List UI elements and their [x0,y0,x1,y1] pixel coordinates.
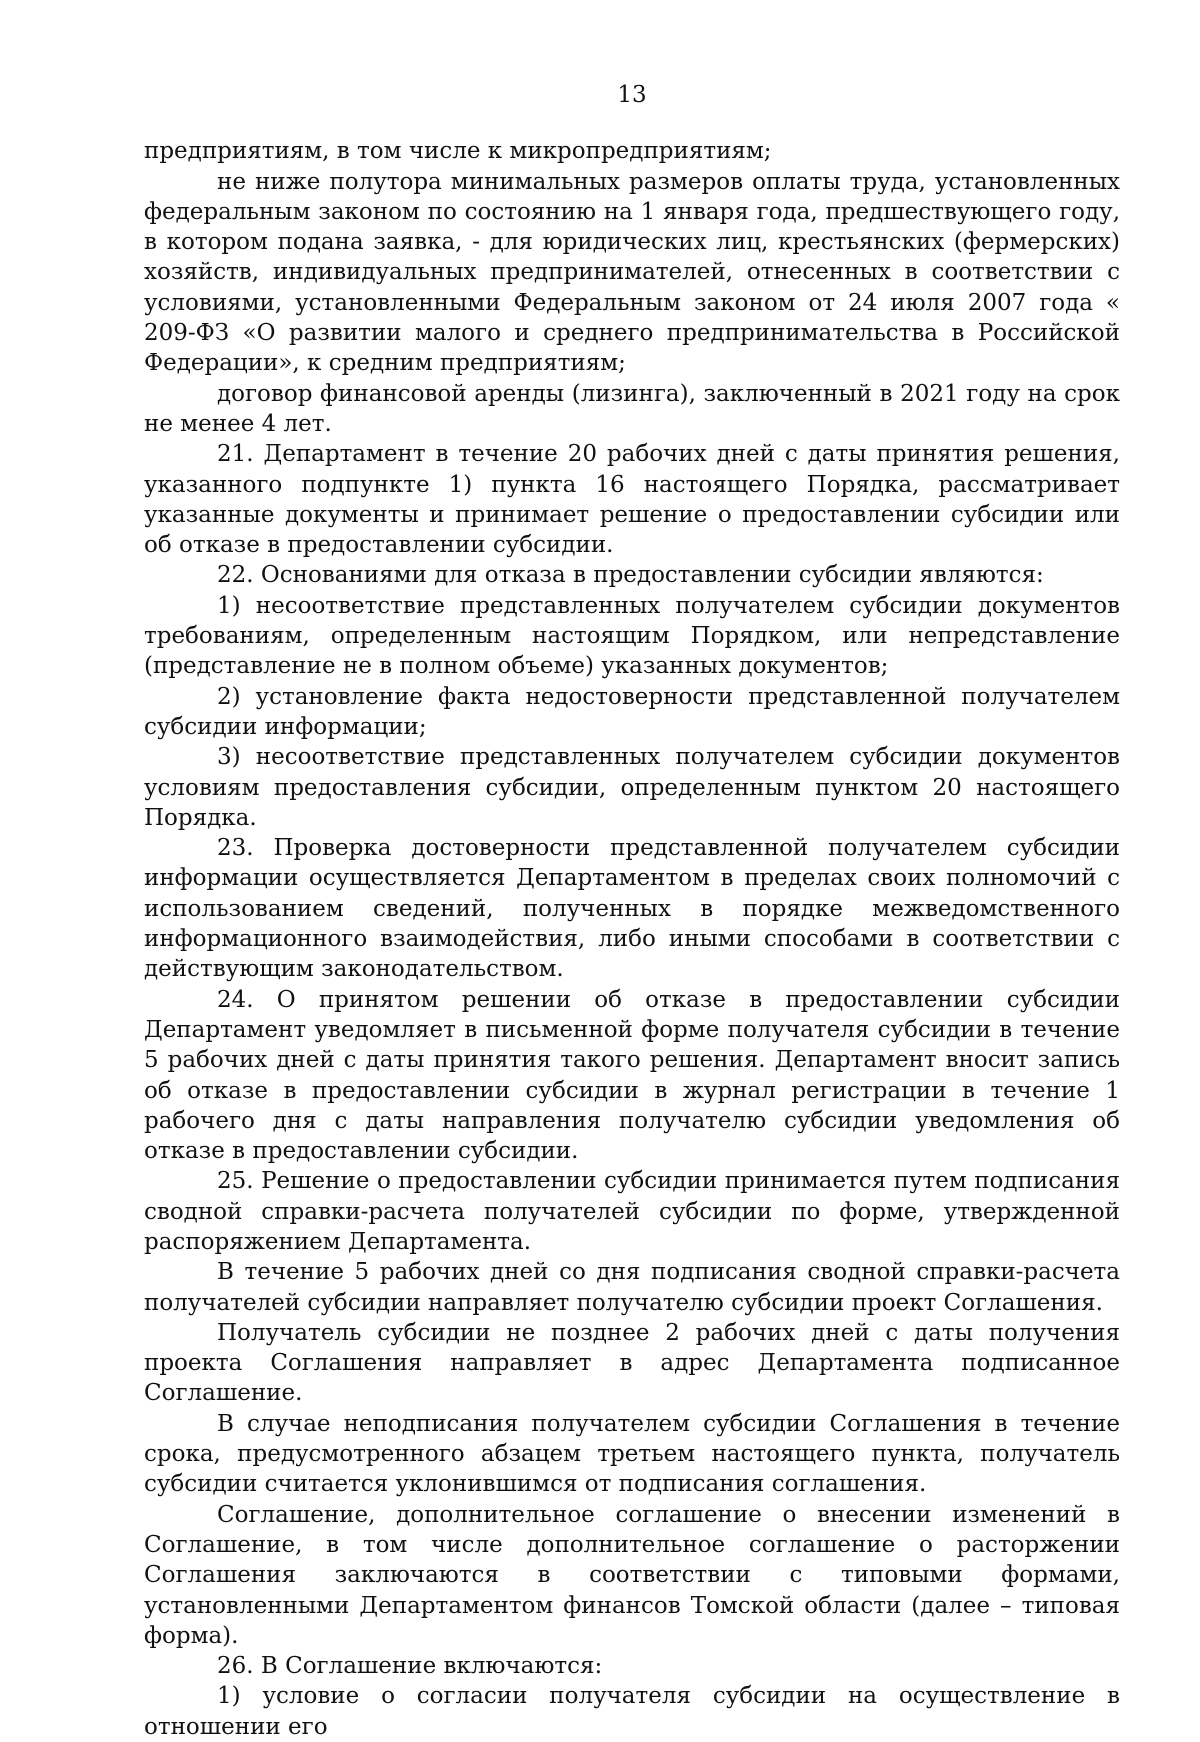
paragraph: 21. Департамент в течение 20 рабочих дней с даты принятия решения, указанного подпункте 1) пункта 16 настоящего Порядка, рассматривает указанные документы и принимает решение о предоставлении субсидии или об отказе в предоставлении субсидии. [144,441,1120,559]
page-number: 13 [617,82,647,108]
paragraph: 2) установление факта недостоверности представленной получателем субсидии информации; [144,683,1120,740]
paragraph: Соглашение, дополнительное соглашение о внесении изменений в Соглашение, в том числе дополнительное соглашение о расторжении Соглашения заключаются в соответствии с типовыми формами, установленными Департаментом финансов Томской области (далее – типовая форма). [144,1501,1120,1649]
paragraph: 24. О принятом решении об отказе в предоставлении субсидии Департамент уведомляет в письменной форме получателя субсидии в течение 5 рабочих дней с даты принятия такого решения. Департамент вносит запись об отказе в предоставлении субсидии в журнал регистрации в течение 1 рабочего дня с даты направления получателю субсидии уведомления об отказе в предоставлении субсидии. [144,986,1120,1165]
paragraph: 1) несоответствие представленных получателем субсидии документов требованиям, определенным настоящим Порядком, или непредставление (представление не в полном объеме) указанных документов; [144,592,1120,680]
paragraph: 25. Решение о предоставлении субсидии принимается путем подписания сводной справки-расчета получателей субсидии по форме, утвержденной распоряжением Департамента. [144,1168,1120,1255]
paragraph: 23. Проверка достоверности представленной получателем субсидии информации осуществляется Департаментом в пределах своих полномочий с использованием сведений, полученных в порядке межведомственного информационного взаимодействия, либо иными способами в соответствии с действующим законодательством. [144,835,1120,983]
paragraph: 22. Основаниями для отказа в предоставлении субсидии являются: [217,562,1044,589]
paragraph: предприятиям, в том числе к микропредприятиям; [144,138,772,165]
document-page [144,80,1120,1742]
paragraph: Получатель субсидии не позднее 2 рабочих дней с даты получения проекта Соглашения направляет в адрес Департамента подписанное Соглашение. [144,1319,1120,1407]
paragraph: 3) несоответствие представленных получателем субсидии документов условиям предоставления субсидии, определенным пунктом 20 настоящего Порядка. [144,744,1120,831]
paragraph: В течение 5 рабочих дней со дня подписания сводной справки-расчета получателей субсидии направляет получателю субсидии проект Соглашения. [144,1259,1120,1316]
paragraph: 26. В Соглашение включаются: [217,1653,603,1680]
paragraph: В случае неподписания получателем субсидии Соглашения в течение срока, предусмотренного абзацем третьем настоящего пункта, получатель субсидии считается уклонившимся от подписания соглашения. [144,1410,1120,1498]
paragraph: 1) условие о согласии получателя субсидии на осуществление в отношении его [144,1683,1120,1740]
paragraph: договор финансовой аренды (лизинга), заключенный в 2021 году на срок не менее 4 лет. [144,380,1120,437]
paragraph: не ниже полутора минимальных размеров оплаты труда, установленных федеральным законом по состоянию на 1 января года, предшествующего году, в котором подана заявка, - для юридических лиц, крестьянских (фермерских) хозяйств, индивидуальных предпринимателей, отнесенных в соответствии с условиями, установленными Федеральным законом от 24 июля 2007 года « 209-ФЗ «О развитии малого и среднего предпринимательства в Российской Федерации», к средним предприятиям; [144,168,1120,377]
